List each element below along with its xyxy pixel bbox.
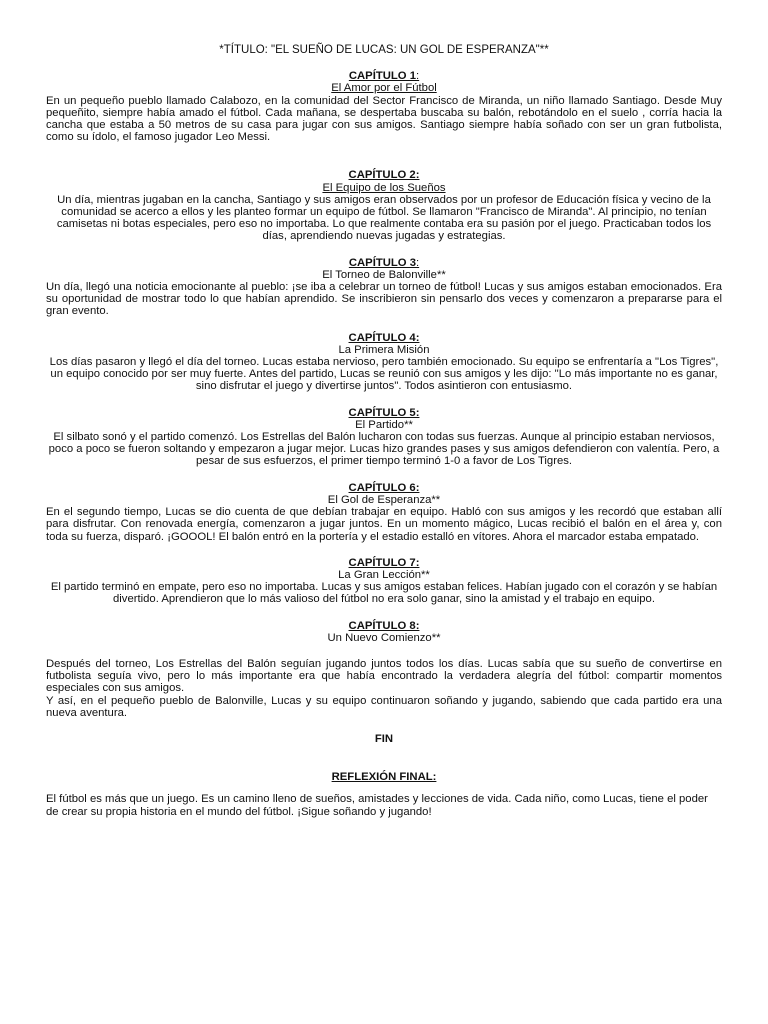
chapter-subtitle: El Torneo de Balonville** [322, 268, 446, 281]
reflection-heading: REFLEXIÓN FINAL: [331, 771, 437, 784]
chapter-8 [46, 620, 722, 719]
reflection-paragraph: El fútbol es más que un juego. Es un camino lleno de sueños, amistades y lecciones de vida. Cada niño, como Lucas, tiene el poder de crear su propia historia en el mundo del fútbol. ¡Sigue soñando y jugando! [46, 793, 708, 818]
chapter-paragraph: Un día, mientras jugaban en la cancha, Santiago y sus amigos eran observados por un profesor de Educación física y vecino de la comunidad se acerco a ellos y les planteo formar un equipo de fútbol. Se llamaron "Francisco de Miranda". Al principio, no tenían camisetas ni botas especiales, pero eso no importaba. Lo que realmente contaba era su pasión por el juego. Practicaban todos los días, aprendiendo nuevas jugadas y estrategias. [56, 193, 712, 243]
chapter-subtitle: El Amor por el Fútbol [331, 82, 437, 95]
chapter-heading-text: CAPÍTULO 1 [348, 70, 417, 83]
chapter-subtitle: El Equipo de los Sueños [322, 181, 446, 194]
chapter-3 [46, 257, 722, 318]
chapter-heading-text: CAPÍTULO 3 [348, 256, 417, 269]
chapter-subtitle: La Primera Misión [338, 343, 430, 356]
chapter-2 [46, 169, 722, 242]
chapter-heading [46, 257, 722, 269]
chapter-heading: CAPÍTULO 8: [348, 619, 420, 632]
chapter-paragraph: Los días pasaron y llegó el día del torneo. Lucas estaba nervioso, pero también emocionado. Su equipo se enfrentaría a "Los Tigres", un equipo conocido por ser muy fuerte. Antes del partido, Lucas se reunió con sus amigos y les dijo: "Lo más importante no es ganar, sino disfrutar el juego y divertirse juntos". Todos asintieron con entusiasmo. [49, 356, 719, 393]
chapter-subtitle: El Partido** [355, 418, 413, 431]
chapter-paragraph: Después del torneo, Los Estrellas del Balón seguían jugando juntos todos los días. Lucas sabía que su sueño de convertirse en futbolista seguía vivo, pero lo más importante era que había encontrado la verdadera alegría del fútbol: compartir momentos especiales con sus amigos. [46, 657, 722, 695]
chapter-subtitle: El Gol de Esperanza** [327, 493, 441, 506]
chapter-heading: CAPÍTULO 6: [348, 481, 420, 494]
chapter-heading: CAPÍTULO 2: [348, 169, 420, 182]
chapter-heading: CAPÍTULO 4: [348, 331, 420, 344]
chapter-paragraph: Un día, llegó una noticia emocionante al pueblo: ¡se iba a celebrar un torneo de fútbol! Lucas y sus amigos estaban emocionados. Era su oportunidad de mostrar todo lo que habían aprendido. Se inscribieron sin pensarlo dos veces y comenzaron a prepararse para el gran evento. [46, 281, 722, 318]
chapter-subtitle: La Gran Lección** [338, 568, 430, 581]
document-title: *TÍTULO: "EL SUEÑO DE LUCAS: UN GOL DE ESPERANZA"** [219, 44, 549, 56]
chapter-paragraph: En un pequeño pueblo llamado Calabozo, en la comunidad del Sector Francisco de Miranda, un niño llamado Santiago. Desde Muy pequeñito, siempre había amado el fútbol. Cada mañana, se despertaba buscaba su balón, rebotándolo en el suelo , corría hacia la cancha que estaba a 50 metros de su casa para jugar con sus amigos. Santiago siempre había soñado con ser un gran futbolista, como su ídolo, el famoso jugador Leo Messi. [46, 94, 722, 144]
chapter-heading: CAPÍTULO 7: [348, 556, 420, 569]
chapter-heading-colon: : [416, 256, 420, 269]
chapter-4 [46, 332, 722, 393]
chapter-5 [46, 407, 722, 468]
chapter-heading: CAPÍTULO 5: [348, 406, 420, 419]
chapter-paragraph: En el segundo tiempo, Lucas se dio cuenta de que debían trabajar en equipo. Habló con sus amigos y les recordó que estaban allí para disfrutar. Con renovada energía, comenzaron a jugar juntos. En un momento mágico, Lucas recibió el balón en el área y, con toda su fuerza, disparó. ¡GOOOL! El balón entró en la portería y el estadio estalló en vítores. Ahora el marcador estaba empatado. [46, 506, 722, 543]
chapter-paragraph: El silbato sonó y el partido comenzó. Los Estrellas del Balón lucharon con todas sus fuerzas. Aunque al principio estaban nerviosos, poco a poco se fueron soltando y empezaron a jugar mejor. Lucas hizo grandes pases y sus amigos defendieron con valentía. Pero, a pesar de sus esfuerzos, el primer tiempo terminó 1-0 a favor de Los Tigres. [48, 431, 720, 468]
chapter-paragraph: Y así, en el pequeño pueblo de Balonville, Lucas y su equipo continuaron soñando y jugando, sabiendo que cada partido era una nueva aventura. [46, 694, 722, 719]
chapter-subtitle: Un Nuevo Comienzo** [327, 631, 441, 644]
chapter-1 [46, 70, 722, 143]
chapter-heading [46, 70, 722, 82]
final-reflection [46, 771, 722, 818]
chapter-heading-colon: : [416, 70, 420, 83]
document-page [46, 44, 722, 818]
chapter-6 [46, 482, 722, 543]
chapter-paragraph: El partido terminó en empate, pero eso no importaba. Lucas y sus amigos estaban felices. Habían jugado con el corazón y se habían divertido. Aprendieron que lo más valioso del fútbol no era solo ganar, sino la amistad y el trabajo en equipo. [50, 581, 718, 606]
end-marker: FIN [374, 732, 394, 745]
chapter-7 [46, 557, 722, 606]
